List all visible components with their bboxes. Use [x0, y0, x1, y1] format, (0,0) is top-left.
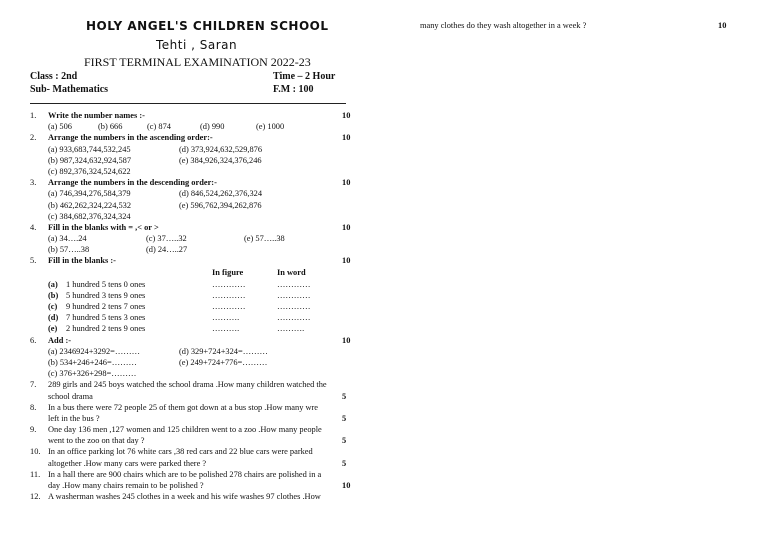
time-label: Time – 2 Hour — [273, 71, 336, 82]
question-text-line2: left in the bus ? — [48, 413, 100, 423]
word-blank: ………… — [277, 313, 311, 323]
row-text: 7 hundred 5 tens 3 ones — [66, 313, 146, 323]
option-b: (b) 57…..38 — [48, 245, 90, 255]
option-c: (c) 892,376,324,524,622 — [48, 166, 131, 176]
question-3-options-row3 — [30, 211, 360, 222]
question-title: Add :- — [48, 335, 72, 345]
question-number: 8. — [30, 402, 37, 412]
question-4 — [30, 222, 360, 233]
option-e: (e) 1000 — [256, 122, 285, 132]
question-number: 12. — [30, 492, 41, 502]
question-text: In a hall there are 900 chairs which are to be polished 278 chairs are polished in a — [48, 469, 322, 479]
fill-row — [30, 323, 360, 334]
question-8 — [30, 402, 360, 424]
option-d: (d) 846,524,262,376,324 — [179, 189, 263, 199]
row-label: (b) — [48, 290, 59, 300]
question-text: In an office parking lot 76 white cars ,38 red cars and 22 blue cars were parked — [48, 447, 313, 457]
word-problems — [30, 379, 360, 491]
question-3 — [30, 177, 360, 188]
column-header-word: In word — [277, 267, 306, 277]
question-5-columns — [30, 267, 360, 279]
row-text: 9 hundred 2 tens 7 ones — [66, 302, 146, 311]
fill-row — [30, 290, 360, 301]
question-number: 4. — [30, 222, 37, 232]
school-name: HOLY ANGEL'S CHILDREN SCHOOL — [86, 19, 329, 33]
question-title: Fill in the blanks :- — [48, 256, 116, 266]
option-b: (b) 534+246+246=……… — [48, 357, 137, 367]
subject-label: Sub- Mathematics — [30, 84, 109, 95]
question-marks: 10 — [342, 178, 351, 188]
question-2-options-row3 — [30, 166, 360, 177]
option-e: (e) 57…..38 — [244, 234, 285, 244]
header-divider — [30, 103, 346, 104]
option-a: (a) 746,394,276,584,379 — [48, 189, 131, 199]
question-7 — [30, 379, 360, 401]
option-c: (c) 376+326+298=……… — [48, 369, 137, 379]
option-c: (c) 874 — [147, 122, 171, 132]
question-text-line2: altogether .How many cars were parked there ? — [48, 458, 207, 468]
question-12 — [30, 491, 360, 502]
question-4-options-row1 — [30, 233, 360, 244]
fill-row — [30, 301, 360, 312]
question-number: 10. — [30, 447, 41, 457]
option-b: (b) 987,324,632,924,587 — [48, 155, 132, 165]
question-3-options-row2 — [30, 200, 360, 211]
question-1 — [30, 110, 360, 121]
question-6-options-row1 — [30, 346, 360, 357]
figure-blank: ………. — [212, 324, 240, 334]
question-5-rows — [30, 279, 360, 335]
class-label: Class : 2nd — [30, 71, 78, 82]
exam-title: FIRST TERMINAL EXAMINATION 2022-23 — [84, 55, 311, 69]
row-text: 2 hundred 2 tens 9 ones — [66, 324, 146, 334]
figure-blank: ………. — [212, 313, 240, 323]
question-number: 3. — [30, 178, 37, 188]
question-9 — [30, 424, 360, 446]
question-marks: 10 — [342, 111, 351, 120]
column-header-figure: In figure — [212, 267, 244, 277]
question-1-options — [30, 121, 360, 132]
word-blank: ………. — [277, 324, 305, 334]
row-text: 1 hundred 5 tens 0 ones — [66, 279, 146, 289]
question-title: Fill in the blanks with = ,< or > — [48, 222, 159, 232]
question-6 — [30, 335, 360, 346]
question-12-continuation: many clothes do they wash altogether in a week ? — [420, 21, 587, 30]
option-e: (e) 596,762,394,262,876 — [179, 200, 262, 210]
figure-blank: ………… — [212, 279, 246, 289]
question-title: Write the number names :- — [48, 111, 145, 120]
option-a: (a) 506 — [48, 122, 72, 132]
row-label: (c) — [48, 302, 58, 311]
question-5 — [30, 255, 360, 266]
question-2 — [30, 132, 360, 143]
question-text: One day 136 men ,127 women and 125 children went to a zoo .How many people — [48, 425, 322, 435]
row-label: (a) — [48, 279, 58, 289]
question-number: 9. — [30, 425, 37, 435]
question-4-options-row2 — [30, 244, 360, 255]
question-2-options-row1 — [30, 144, 360, 155]
school-location: Tehti , Saran — [156, 38, 238, 52]
question-number: 7. — [30, 380, 37, 390]
row-label: (d) — [48, 313, 59, 323]
question-6-options-row2 — [30, 357, 360, 368]
option-a: (a) 2346924+3292=……… — [48, 346, 141, 356]
question-marks: 5 — [342, 458, 347, 468]
question-text-line2: went to the zoo on that day ? — [48, 436, 145, 446]
question-text: In a bus there were 72 people 25 of them got down at a bus stop .How many wre — [48, 402, 319, 412]
question-list — [30, 110, 360, 502]
question-text-line2: day .How many chairs remain to be polished ? — [48, 481, 204, 490]
question-number: 1. — [30, 111, 37, 120]
question-text: A washerman washes 245 clothes in a week and his wife washes 97 clothes .How — [48, 492, 321, 502]
fill-row — [30, 279, 360, 290]
question-marks: 5 — [342, 391, 347, 401]
word-blank: ………… — [277, 290, 311, 300]
question-marks: 10 — [342, 335, 351, 345]
option-a: (a) 933,683,744,532,245 — [48, 144, 131, 154]
question-number: 2. — [30, 133, 37, 143]
question-number: 6. — [30, 335, 37, 345]
question-10 — [30, 446, 360, 468]
row-text: 5 hundred 3 tens 9 ones — [66, 290, 146, 300]
question-11 — [30, 469, 360, 491]
question-marks: 5 — [342, 413, 347, 423]
question-2-options-row2 — [30, 155, 360, 166]
option-c: (c) 384,682,376,324,324 — [48, 211, 131, 221]
figure-blank: ………… — [212, 290, 246, 300]
question-6-options-row3 — [30, 368, 360, 379]
option-e: (e) 384,926,324,376,246 — [179, 155, 262, 165]
question-marks: 10 — [342, 481, 351, 490]
option-d: (d) 990 — [200, 122, 225, 132]
question-number: 11. — [30, 469, 41, 479]
question-marks: 10 — [342, 256, 351, 266]
question-marks: 10 — [342, 133, 351, 143]
option-d: (d) 373,924,632,529,876 — [179, 144, 263, 154]
option-d: (d) 24…..27 — [146, 245, 188, 255]
option-b: (b) 666 — [98, 122, 123, 132]
row-label: (e) — [48, 324, 58, 334]
question-3-options-row1 — [30, 188, 360, 199]
option-b: (b) 462,262,324,224,532 — [48, 200, 132, 210]
question-marks: 10 — [342, 222, 351, 232]
option-e: (e) 249+724+776=……… — [179, 357, 268, 367]
question-text-line2: school drama — [48, 391, 93, 401]
option-c: (c) 37…..32 — [146, 234, 187, 244]
question-text: 289 girls and 245 boys watched the school drama .How many children watched the — [48, 380, 327, 390]
question-title: Arrange the numbers in the ascending order:- — [48, 133, 213, 143]
word-blank: ………… — [277, 279, 311, 289]
option-d: (d) 329+724+324=……… — [179, 346, 268, 356]
question-title: Arrange the numbers in the descending order:- — [48, 178, 217, 188]
option-a: (a) 34….24 — [48, 234, 87, 244]
full-marks-label: F.M : 100 — [273, 84, 314, 95]
figure-blank: ………… — [212, 302, 246, 311]
question-marks: 5 — [342, 436, 347, 446]
question-12-marks: 10 — [718, 21, 727, 30]
word-blank: ………… — [277, 302, 311, 311]
question-number: 5. — [30, 256, 37, 266]
fill-row — [30, 312, 360, 323]
